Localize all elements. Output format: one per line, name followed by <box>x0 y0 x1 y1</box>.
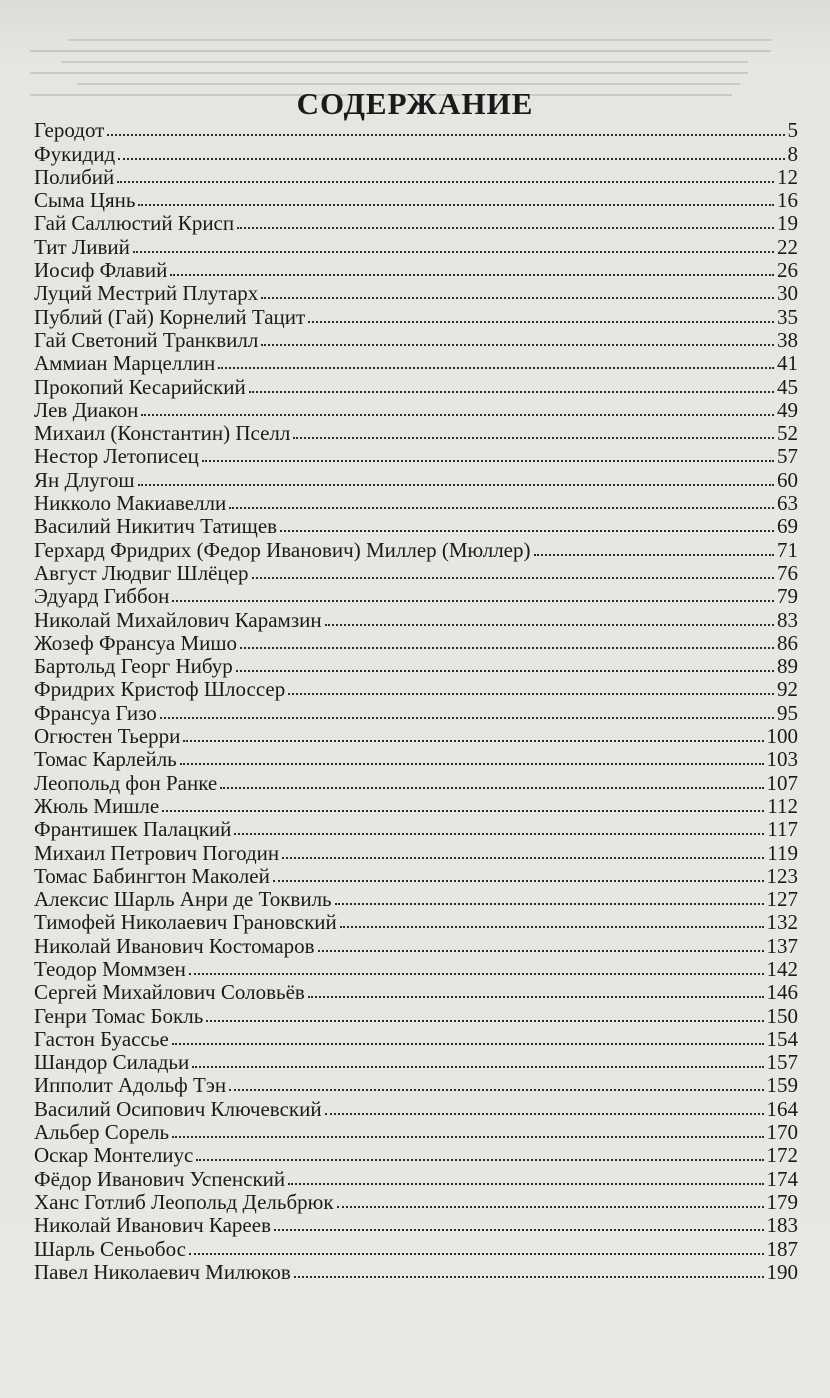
toc-entry <box>34 840 798 863</box>
toc-entry-name: Николай Михайлович Карамзин <box>34 607 322 632</box>
toc-entry-name: Павел Николаевич Милюков <box>34 1259 291 1284</box>
toc-entry-page: 170 <box>766 1120 798 1145</box>
toc-entry <box>34 887 798 910</box>
toc-entry-page: 132 <box>766 910 798 935</box>
dot-leader <box>183 740 763 742</box>
toc-entry-page: 12 <box>777 164 798 189</box>
table-of-contents <box>34 118 798 1283</box>
dot-leader <box>294 1276 764 1278</box>
dot-leader <box>133 251 774 253</box>
dot-leader <box>172 1043 764 1045</box>
toc-entry <box>34 584 798 607</box>
toc-entry-name: Тимофей Николаевич Грановский <box>34 910 337 935</box>
dot-leader <box>172 1136 763 1138</box>
dot-leader <box>160 717 774 719</box>
toc-entry-page: 8 <box>787 141 798 166</box>
toc-entry <box>34 188 798 211</box>
toc-entry <box>34 1213 798 1236</box>
toc-entry <box>34 281 798 304</box>
toc-entry-page: 146 <box>766 980 798 1005</box>
toc-entry <box>34 165 798 188</box>
toc-entry-page: 179 <box>766 1189 798 1214</box>
toc-entry <box>34 747 798 770</box>
toc-entry-page: 38 <box>777 327 798 352</box>
toc-entry-page: 45 <box>777 374 798 399</box>
toc-entry-name: Генри Томас Бокль <box>34 1003 204 1028</box>
toc-entry-name: Ян Длугош <box>34 467 135 492</box>
toc-entry-name: Прокопий Кесарийский <box>34 374 246 399</box>
dot-leader <box>172 600 774 602</box>
dot-leader <box>252 577 774 579</box>
toc-entry-page: 150 <box>766 1003 798 1028</box>
toc-entry-name: Леопольд фон Ранке <box>34 770 218 795</box>
toc-entry-name: Сыма Цянь <box>34 188 136 213</box>
toc-entry-name: Нестор Летописец <box>34 444 199 469</box>
dot-leader <box>288 1183 763 1185</box>
toc-entry <box>34 1003 798 1026</box>
toc-entry-name: Полибий <box>34 164 115 189</box>
dot-leader <box>325 624 774 626</box>
toc-entry <box>34 770 798 793</box>
toc-entry <box>34 211 798 234</box>
toc-entry-page: 157 <box>766 1050 798 1075</box>
toc-entry <box>34 817 798 840</box>
toc-entry <box>34 514 798 537</box>
toc-entry-page: 79 <box>777 584 798 609</box>
toc-entry-name: Ипполит Адольф Тэн <box>34 1073 227 1098</box>
toc-entry-name: Теодор Моммзен <box>34 956 186 981</box>
toc-entry <box>34 1096 798 1119</box>
toc-entry-name: Гай Саллюстий Крисп <box>34 211 235 236</box>
dot-leader <box>118 158 784 160</box>
toc-entry-name: Фукидид <box>34 141 116 166</box>
toc-entry-name: Бартольд Георг Нибур <box>34 654 233 679</box>
toc-entry <box>34 864 798 887</box>
toc-entry-page: 107 <box>766 770 798 795</box>
dot-leader <box>237 227 774 229</box>
toc-entry-name: Август Людвиг Шлёцер <box>34 560 249 585</box>
toc-entry-name: Николай Иванович Кареев <box>34 1213 271 1238</box>
dot-leader <box>162 810 764 812</box>
toc-entry-name: Геродот <box>34 118 105 143</box>
dot-leader <box>249 391 774 393</box>
toc-entry-name: Герхард Фридрих (Федор Иванович) Миллер (Мюллер) <box>34 537 531 562</box>
dot-leader <box>318 950 764 952</box>
dot-leader <box>192 1066 763 1068</box>
dot-leader <box>234 833 764 835</box>
toc-entry <box>34 141 798 164</box>
toc-entry-page: 52 <box>777 421 798 446</box>
toc-entry <box>34 910 798 933</box>
toc-entry-name: Гай Светоний Транквилл <box>34 327 259 352</box>
toc-entry-name: Василий Осипович Ключевский <box>34 1096 322 1121</box>
toc-entry <box>34 421 798 444</box>
toc-entry <box>34 1050 798 1073</box>
toc-entry-name: Василий Никитич Татищев <box>34 514 278 539</box>
toc-entry <box>34 118 798 141</box>
toc-entry <box>34 374 798 397</box>
toc-entry-page: 71 <box>777 537 798 562</box>
toc-entry-name: Оскар Монтелиус <box>34 1143 194 1168</box>
toc-entry-page: 123 <box>766 863 798 888</box>
toc-entry-page: 164 <box>766 1096 798 1121</box>
toc-entry-page: 117 <box>767 817 798 842</box>
toc-entry <box>34 794 798 817</box>
dot-leader <box>180 763 764 765</box>
toc-entry-page: 49 <box>777 397 798 422</box>
toc-entry <box>34 1027 798 1050</box>
toc-entry <box>34 537 798 560</box>
toc-entry-name: Лев Диакон <box>34 397 139 422</box>
dot-leader <box>220 787 763 789</box>
toc-entry-page: 89 <box>777 654 798 679</box>
dot-leader <box>273 880 764 882</box>
dot-leader <box>288 693 774 695</box>
toc-entry-page: 83 <box>777 607 798 632</box>
toc-entry-page: 30 <box>777 281 798 306</box>
toc-entry-name: Фридрих Кристоф Шлоссер <box>34 677 286 702</box>
toc-entry <box>34 1236 798 1259</box>
toc-entry-page: 60 <box>777 467 798 492</box>
toc-entry <box>34 234 798 257</box>
toc-entry-name: Альбер Сорель <box>34 1120 170 1145</box>
dot-leader <box>240 647 774 649</box>
toc-entry <box>34 1120 798 1143</box>
dot-leader <box>340 926 764 928</box>
toc-entry-name: Никколо Макиавелли <box>34 491 227 516</box>
dot-leader <box>202 460 774 462</box>
toc-entry-name: Николай Иванович Костомаров <box>34 933 315 958</box>
toc-entry-page: 19 <box>777 211 798 236</box>
toc-entry <box>34 677 798 700</box>
dot-leader <box>293 437 774 439</box>
toc-entry <box>34 654 798 677</box>
toc-entry <box>34 1260 798 1283</box>
dot-leader <box>335 903 764 905</box>
toc-entry-name: Шандор Силадьи <box>34 1050 190 1075</box>
toc-entry <box>34 1143 798 1166</box>
toc-entry-page: 41 <box>777 351 798 376</box>
toc-entry-page: 119 <box>767 840 798 865</box>
toc-entry <box>34 700 798 723</box>
toc-entry-page: 100 <box>766 724 798 749</box>
toc-entry-page: 95 <box>777 700 798 725</box>
dot-leader <box>229 1089 763 1091</box>
dot-leader <box>325 1113 764 1115</box>
dot-leader <box>261 344 774 346</box>
toc-entry-name: Тит Ливий <box>34 234 130 259</box>
dot-leader <box>282 857 764 859</box>
dot-leader <box>117 181 774 183</box>
toc-entry-name: Франтишек Палацкий <box>34 817 232 842</box>
toc-entry <box>34 304 798 327</box>
toc-entry-page: 137 <box>766 933 798 958</box>
dot-leader <box>138 484 774 486</box>
dot-leader <box>189 1253 764 1255</box>
toc-entry <box>34 957 798 980</box>
toc-entry <box>34 631 798 654</box>
dot-leader <box>229 507 774 509</box>
dot-leader <box>337 1206 764 1208</box>
toc-entry <box>34 1166 798 1189</box>
toc-entry-name: Гастон Буассье <box>34 1026 169 1051</box>
toc-entry-page: 22 <box>777 234 798 259</box>
dot-leader <box>280 530 774 532</box>
dot-leader <box>308 996 764 998</box>
toc-entry <box>34 328 798 351</box>
toc-entry-name: Луций Местрий Плутарх <box>34 281 259 306</box>
toc-entry <box>34 1073 798 1096</box>
toc-entry-name: Томас Бабингтон Маколей <box>34 863 270 888</box>
toc-entry-name: Франсуа Гизо <box>34 700 157 725</box>
toc-entry-page: 103 <box>766 747 798 772</box>
toc-entry-page: 174 <box>766 1166 798 1191</box>
toc-entry-name: Жюль Мишле <box>34 793 160 818</box>
dot-leader <box>308 321 774 323</box>
toc-entry-name: Михаил Петрович Погодин <box>34 840 280 865</box>
toc-entry <box>34 444 798 467</box>
toc-entry-page: 63 <box>777 491 798 516</box>
toc-entry-page: 69 <box>777 514 798 539</box>
toc-entry-page: 190 <box>766 1259 798 1284</box>
dot-leader <box>196 1159 763 1161</box>
toc-entry-name: Эдуард Гиббон <box>34 584 170 609</box>
toc-entry <box>34 724 798 747</box>
toc-entry-name: Огюстен Тьерри <box>34 724 181 749</box>
toc-entry <box>34 258 798 281</box>
dot-leader <box>141 414 774 416</box>
toc-entry <box>34 398 798 421</box>
toc-entry-page: 172 <box>766 1143 798 1168</box>
toc-entry <box>34 351 798 374</box>
toc-entry-name: Жозеф Франсуа Мишо <box>34 630 238 655</box>
page-title: СОДЕРЖАНИЕ <box>296 86 534 121</box>
dot-leader <box>274 1229 764 1231</box>
dot-leader <box>218 367 774 369</box>
toc-entry <box>34 491 798 514</box>
dot-leader <box>236 670 774 672</box>
dot-leader <box>261 297 774 299</box>
toc-entry-page: 112 <box>767 793 798 818</box>
toc-entry-name: Фёдор Иванович Успенский <box>34 1166 286 1191</box>
dot-leader <box>170 274 774 276</box>
toc-entry-page: 76 <box>777 560 798 585</box>
toc-entry-name: Томас Карлейль <box>34 747 177 772</box>
dot-leader <box>138 204 774 206</box>
toc-entry-name: Сергей Михайлович Соловьёв <box>34 980 305 1005</box>
toc-entry-page: 92 <box>777 677 798 702</box>
toc-entry <box>34 607 798 630</box>
toc-entry-name: Ханс Готлиб Леопольд Дельбрюк <box>34 1189 334 1214</box>
toc-entry <box>34 561 798 584</box>
dot-leader <box>189 973 764 975</box>
dot-leader <box>206 1020 763 1022</box>
toc-entry-page: 183 <box>766 1213 798 1238</box>
toc-entry-name: Публий (Гай) Корнелий Тацит <box>34 304 306 329</box>
toc-entry-page: 35 <box>777 304 798 329</box>
toc-entry-page: 187 <box>766 1236 798 1261</box>
toc-entry <box>34 467 798 490</box>
toc-entry-page: 26 <box>777 258 798 283</box>
toc-entry-name: Алексис Шарль Анри де Токвиль <box>34 887 332 912</box>
toc-entry-name: Иосиф Флавий <box>34 258 168 283</box>
toc-entry-page: 154 <box>766 1026 798 1051</box>
toc-entry-page: 127 <box>766 887 798 912</box>
dot-leader <box>534 554 775 556</box>
toc-entry-page: 142 <box>766 956 798 981</box>
toc-entry <box>34 1190 798 1213</box>
toc-entry-name: Михаил (Константин) Пселл <box>34 421 291 446</box>
toc-entry-page: 159 <box>766 1073 798 1098</box>
toc-entry-name: Аммиан Марцеллин <box>34 351 216 376</box>
toc-entry <box>34 933 798 956</box>
toc-entry-name: Шарль Сеньобос <box>34 1236 186 1261</box>
toc-entry-page: 16 <box>777 188 798 213</box>
toc-entry-page: 5 <box>787 118 798 143</box>
toc-entry-page: 86 <box>777 630 798 655</box>
toc-entry-page: 57 <box>777 444 798 469</box>
dot-leader <box>107 134 784 136</box>
toc-entry <box>34 980 798 1003</box>
